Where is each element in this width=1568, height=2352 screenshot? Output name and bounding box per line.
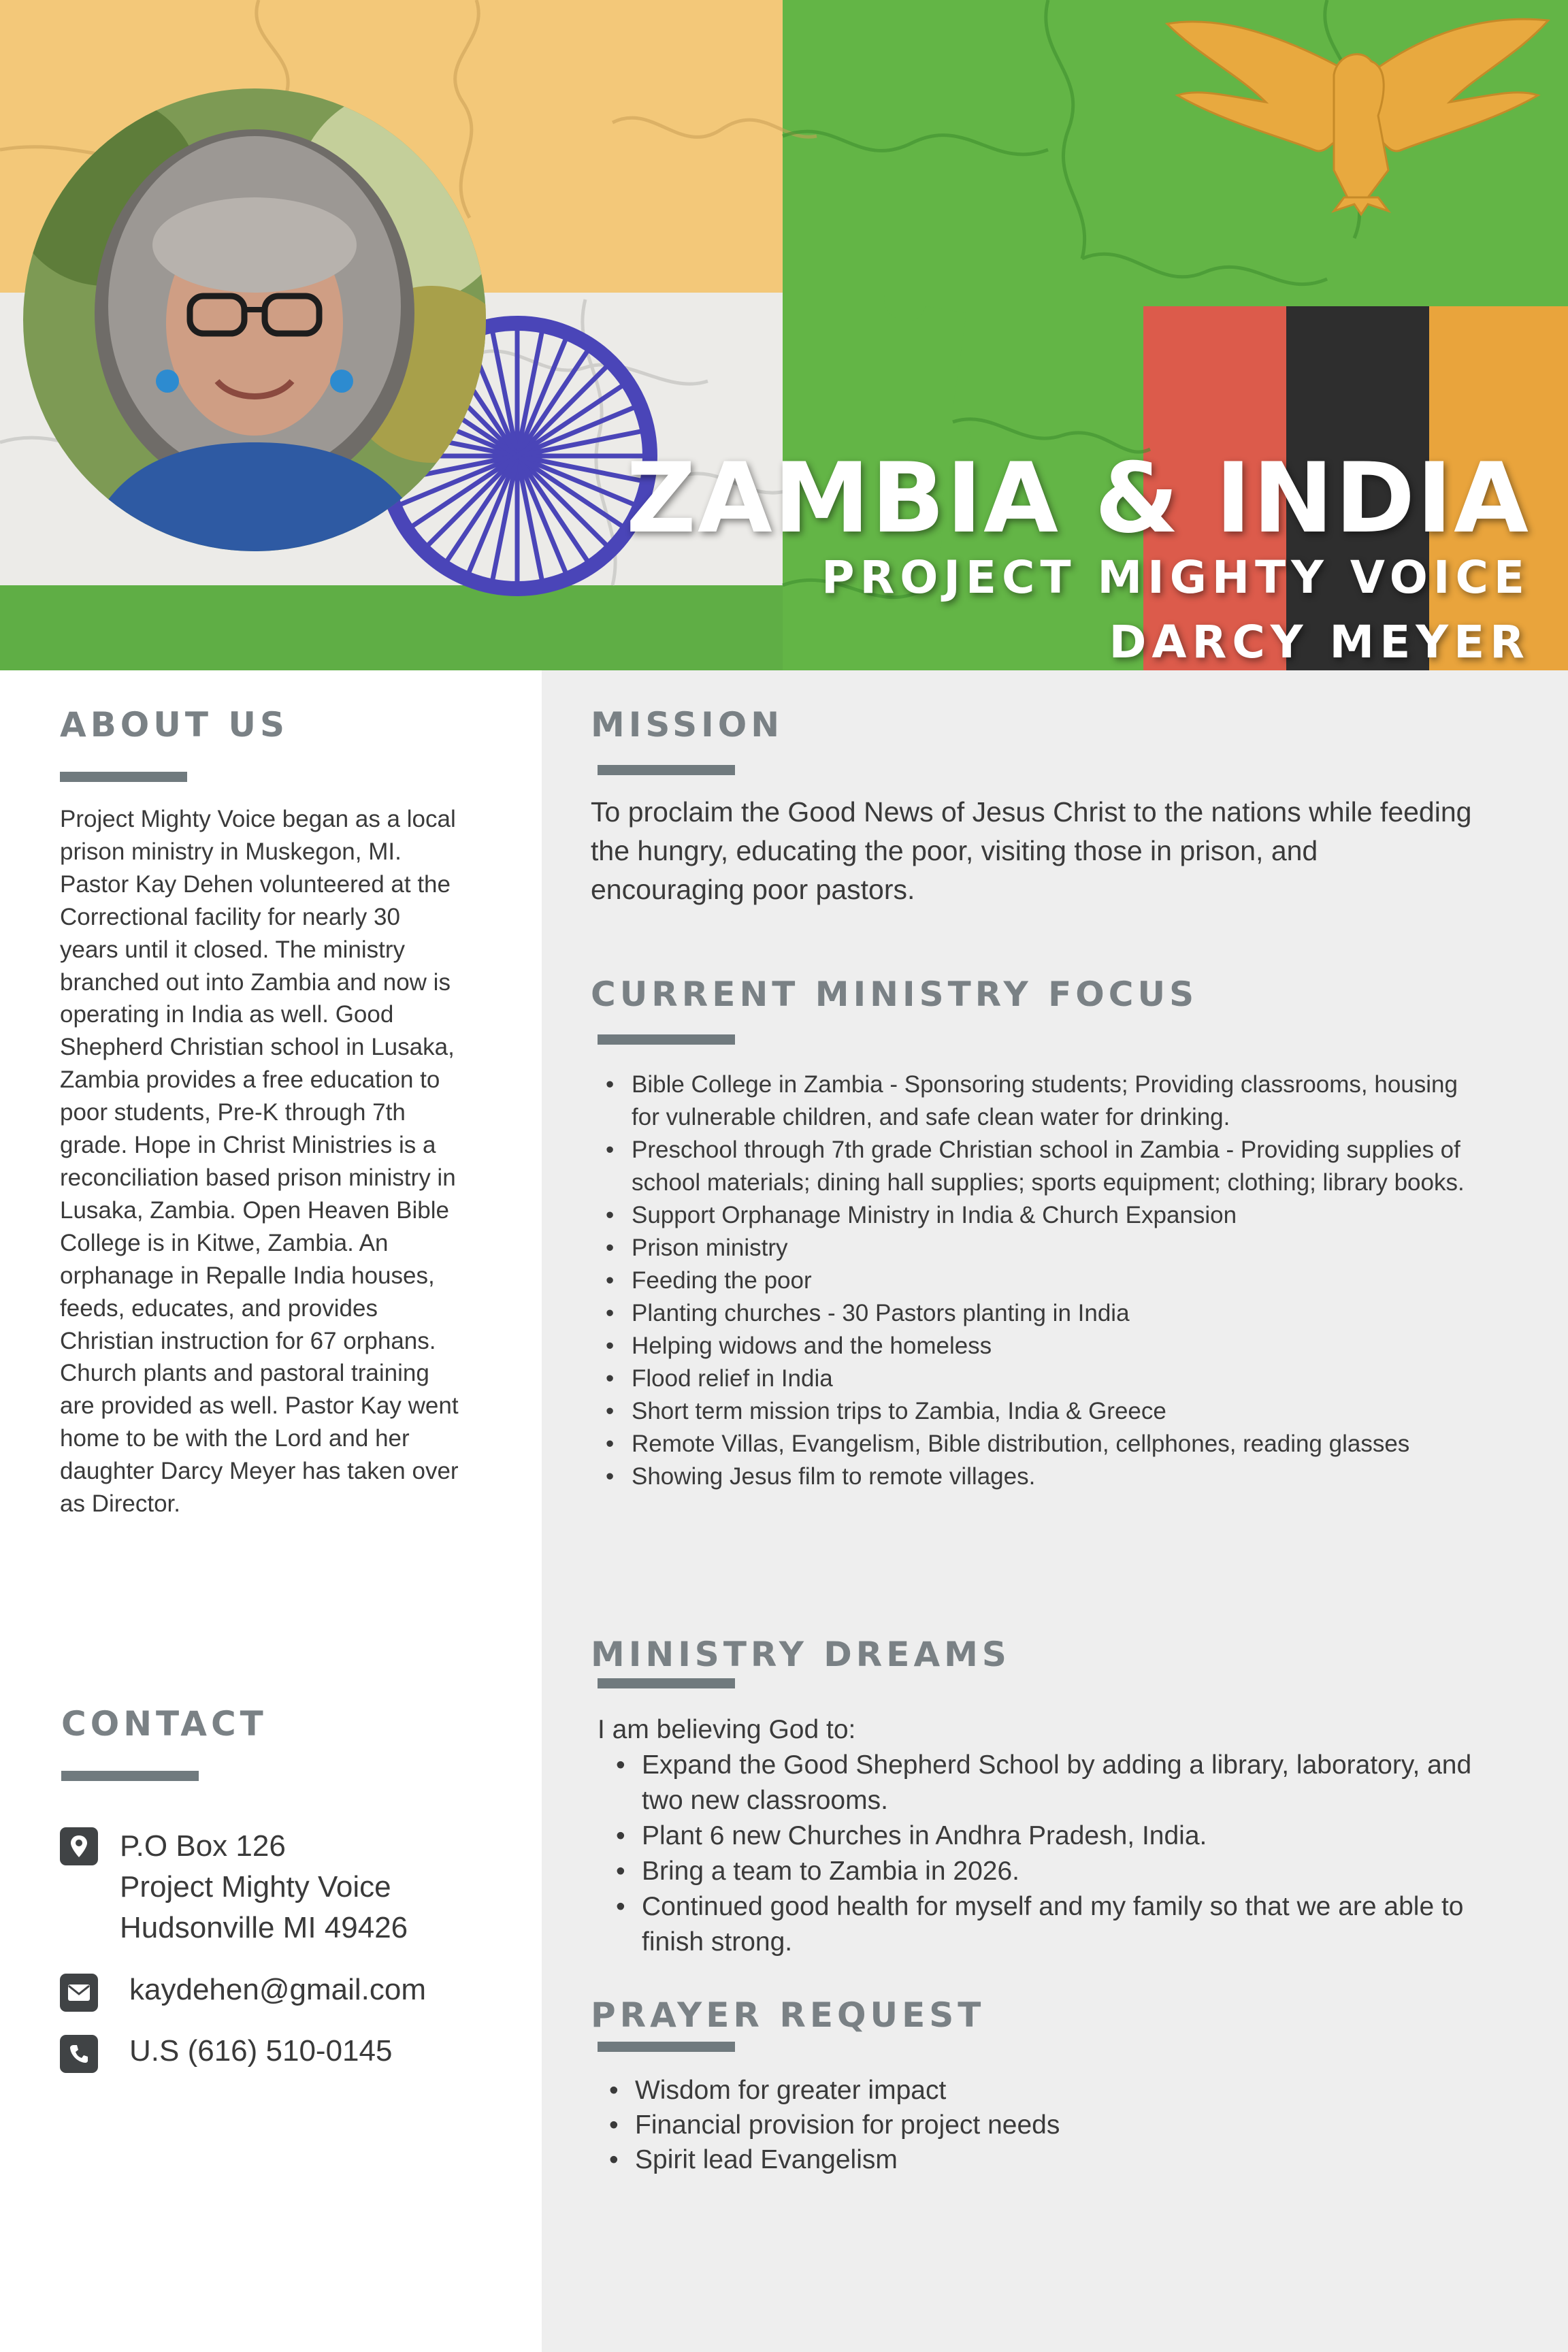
list-item: • Bible College in Zambia - Sponsoring students; Providing classrooms, housing for vulnerable children, and safe clean water for drinking. (632, 1068, 1469, 1134)
contact-address (60, 1827, 408, 1948)
list-item: • Feeding the poor (632, 1264, 1469, 1297)
list-item: • Bring a team to Zambia in 2026. (642, 1854, 1513, 1889)
list-item: • Remote Villas, Evangelism, Bible distribution, cellphones, reading glasses (632, 1428, 1469, 1460)
list-item: • Continued good health for myself and my family so that we are able to finish strong. (642, 1889, 1513, 1960)
focus-list (632, 1068, 1469, 1493)
hero-project-name: PROJECT MIGHTY VOICE (821, 551, 1530, 604)
list-item: • Financial provision for project needs (635, 2108, 1452, 2142)
phone-icon (60, 2035, 98, 2073)
envelope-icon (60, 1974, 98, 2012)
list-item: • Support Orphanage Ministry in India & Church Expansion (632, 1199, 1469, 1232)
list-item: • Short term mission trips to Zambia, India & Greece (632, 1395, 1469, 1428)
prayer-list (635, 2073, 1452, 2177)
email-link[interactable]: kaydehen@gmail.com (129, 1973, 426, 2006)
list-item: • Prison ministry (632, 1232, 1469, 1264)
hero-person-name: DARCY MEYER (1109, 616, 1530, 668)
dreams-list (642, 1748, 1513, 1960)
list-item: • Wisdom for greater impact (635, 2073, 1452, 2108)
mission-heading-rule (598, 765, 735, 775)
map-pin-icon (60, 1827, 98, 1865)
focus-heading-rule (598, 1034, 735, 1045)
list-item: • Planting churches - 30 Pastors planting in India (632, 1297, 1469, 1330)
mission-heading: MISSION (591, 705, 784, 745)
list-item: • Helping widows and the homeless (632, 1330, 1469, 1362)
contact-phone (60, 2035, 392, 2073)
about-heading-rule (60, 772, 187, 782)
hero-title: ZAMBIA & INDIA (625, 442, 1530, 555)
dreams-heading-rule (598, 1678, 735, 1688)
list-item: • Spirit lead Evangelism (635, 2142, 1452, 2177)
mission-text: To proclaim the Good News of Jesus Christ to the nations while feeding the hungry, educating the poor, visiting those in prison, and encouraging poor pastors. (591, 796, 1472, 905)
contact-heading: CONTACT (61, 1704, 267, 1744)
contact-heading-rule (61, 1771, 199, 1781)
list-item: • Preschool through 7th grade Christian school in Zambia - Providing supplies of school materials; dining hall supplies; sports equipment; clothing; library books. (632, 1134, 1469, 1199)
list-item: • Showing Jesus film to remote villages. (632, 1460, 1469, 1493)
about-heading: ABOUT US (60, 705, 289, 745)
list-item: • Flood relief in India (632, 1362, 1469, 1395)
address-line-2: Project Mighty Voice (120, 1870, 391, 1904)
address-line-1: P.O Box 126 (120, 1829, 286, 1863)
phone-link[interactable]: U.S (616) 510-0145 (129, 2034, 393, 2068)
header-banner (0, 0, 1568, 670)
focus-heading: CURRENT MINISTRY FOCUS (591, 975, 1198, 1014)
list-item: • Plant 6 new Churches in Andhra Pradesh, India. (642, 1818, 1513, 1854)
portrait-photo (23, 88, 486, 551)
prayer-heading-rule (598, 2042, 735, 2052)
address-line-3: Hudsonville MI 49426 (120, 1911, 408, 1944)
dreams-intro: I am believing God to: (598, 1715, 856, 1744)
about-text: Project Mighty Voice began as a local prison ministry in Muskegon, MI. Pastor Kay Dehen volunteered at the Correctional facility for nearly 30 years until it closed. The ministry branched out into Zambia and now is operating in India as well. Good Shepherd Christian school in Lusaka, Zambia provides a free education to poor students, Pre-K through 7th grade. Hope in Christ Ministries is a reconciliation based prison ministry in Lusaka, Zambia. Open Heaven Bible College is in Kitwe, Zambia. An orphanage in Repalle India houses, feeds, educates, and provides Christian instruction for 67 orphans. Church plants and pastoral training are provided as well. Pastor Kay went home to be with the Lord and her daughter Darcy Meyer has taken over as Director. (60, 806, 459, 1518)
dreams-heading: MINISTRY DREAMS (591, 1635, 1011, 1674)
list-item: • Expand the Good Shepherd School by adding a library, laboratory, and two new classrooms. (642, 1748, 1513, 1818)
contact-email (60, 1974, 426, 2012)
prayer-heading: PRAYER REQUEST (591, 1995, 985, 2035)
